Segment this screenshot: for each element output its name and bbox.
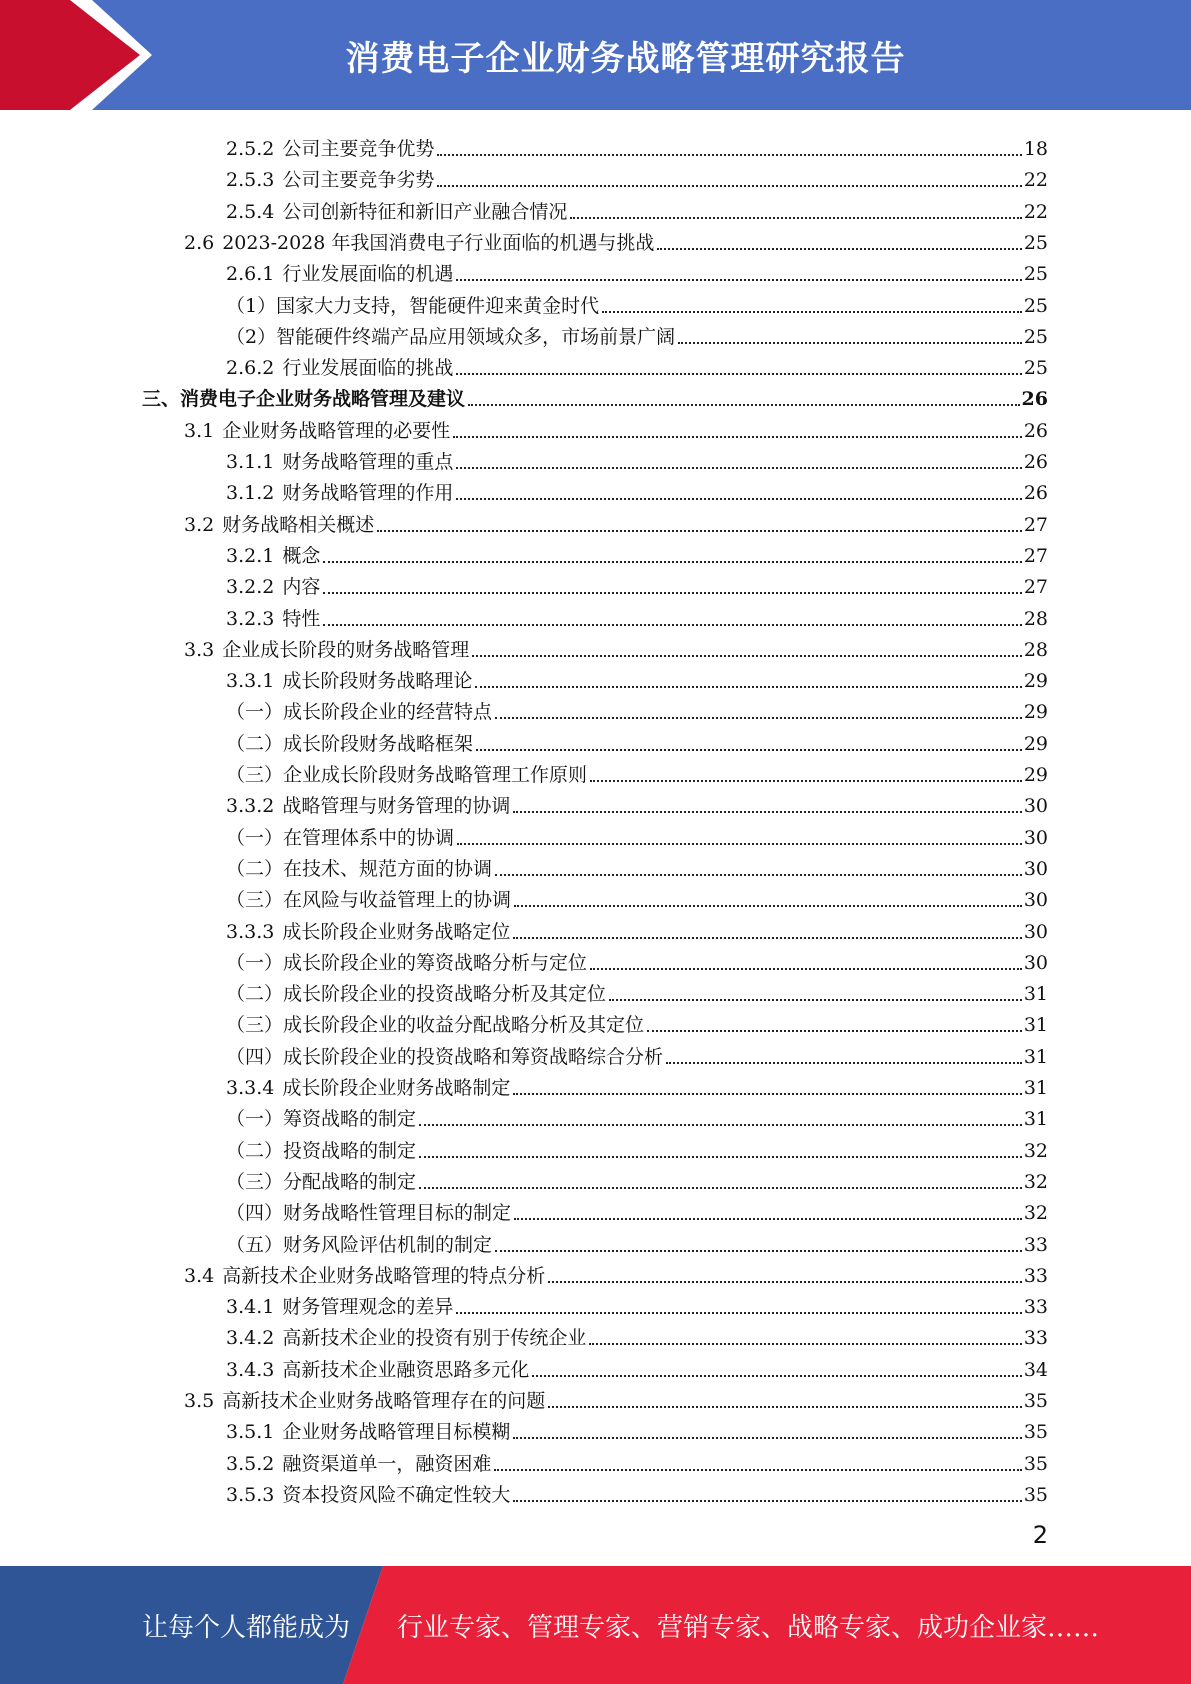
toc-entry[interactable]	[226, 1411, 1048, 1442]
toc-entry-page: 30	[1023, 889, 1048, 912]
toc-entry[interactable]	[226, 848, 1048, 879]
toc-entry-page: 25	[1023, 357, 1048, 380]
toc-dot-leader	[475, 686, 1021, 688]
toc-entry-page: 33	[1023, 1264, 1048, 1287]
toc-dot-leader	[472, 655, 1022, 657]
toc-entry-page: 22	[1023, 200, 1048, 223]
toc-entry-title: （一）成长阶段企业的经营特点	[226, 701, 493, 724]
toc-entry-page: 27	[1023, 544, 1048, 567]
toc-entry-page: 31	[1023, 1108, 1048, 1131]
toc-entry-page: 29	[1023, 764, 1048, 786]
toc-entry-page: 29	[1023, 701, 1048, 724]
toc-entry-title: （2）智能硬件终端产品应用领域众多，市场前景广阔	[226, 325, 676, 348]
toc-entry-page: 28	[1023, 607, 1048, 630]
toc-entry-title: （三）成长阶段企业的收益分配战略分析及其定位	[226, 1014, 645, 1037]
toc-entry[interactable]	[226, 691, 1048, 722]
toc-dot-leader	[647, 1030, 1022, 1032]
toc-dot-leader	[548, 1281, 1022, 1283]
toc-entry-page: 35	[1023, 1390, 1048, 1412]
toc-entry-number: 2.6.1	[226, 263, 275, 286]
toc-entry-label	[226, 1045, 664, 1068]
toc-entry-page: 29	[1023, 732, 1048, 755]
toc-entry-label	[226, 672, 472, 691]
toc-entry-label	[184, 231, 655, 254]
toc-entry-title: 融资渠道单一，融资困难	[282, 1452, 492, 1475]
toc-dot-leader	[456, 1312, 1021, 1314]
toc-dot-leader	[494, 1469, 1021, 1471]
footer-slogan-left: 让每个人都能成为	[142, 1612, 351, 1643]
toc-entry-page: 32	[1023, 1170, 1048, 1193]
toc-entry-page: 26	[1023, 419, 1048, 442]
toc-entry-page: 25	[1023, 231, 1048, 254]
toc-entry-title: 公司主要竞争优势	[282, 138, 435, 160]
toc-entry-label	[226, 985, 606, 1004]
toc-dot-leader	[377, 530, 1022, 532]
toc-dot-leader	[513, 937, 1021, 939]
toc-entry-number: 3.5.1	[226, 1421, 275, 1444]
toc-entry-page: 31	[1023, 1045, 1048, 1068]
toc-entry-label	[226, 171, 434, 190]
toc-dot-leader	[548, 1406, 1022, 1408]
toc-entry-number: 3.4.2	[226, 1327, 275, 1350]
toc-entry[interactable]	[226, 347, 1048, 378]
toc-entry-title: 高新技术企业财务战略管理存在的问题	[222, 1390, 546, 1412]
toc-entry-label	[226, 703, 492, 722]
toc-entry-number: 3.3.4	[226, 1077, 275, 1099]
toc-entry-title: 公司创新特征和新旧产业融合情况	[282, 200, 568, 223]
toc-entry-title: （一）在管理体系中的协调	[226, 826, 455, 849]
toc-entry-page: 33	[1023, 1327, 1048, 1350]
toc-entry-label	[226, 1139, 417, 1162]
toc-entry-title: （三）在风险与收益管理上的协调	[226, 889, 512, 912]
toc-entry[interactable]	[226, 1161, 1048, 1192]
toc-entry[interactable]	[226, 1192, 1048, 1223]
toc-entry[interactable]	[226, 253, 1048, 284]
toc-dot-leader	[590, 780, 1022, 782]
toc-entry-label	[226, 1298, 453, 1317]
toc-entry-label	[184, 513, 375, 536]
toc-entry-title: 企业成长阶段的财务战略管理	[222, 638, 470, 661]
toc-entry-page: 27	[1023, 513, 1048, 536]
toc-entry-number: 2.6	[184, 231, 215, 254]
toc-dot-leader	[437, 185, 1021, 187]
toc-entry-number: 3.4.1	[226, 1296, 275, 1319]
toc-entry-label	[226, 766, 587, 785]
toc-entry-title: （四）财务战略性管理目标的制定	[226, 1202, 512, 1225]
toc-entry-title: （二）成长阶段财务战略框架	[226, 732, 474, 755]
toc-dot-leader	[514, 1218, 1022, 1220]
toc-entry[interactable]	[226, 754, 1048, 785]
toc-entry[interactable]	[226, 1224, 1048, 1255]
toc-entry[interactable]	[226, 1036, 1048, 1067]
toc-dot-leader	[476, 749, 1022, 751]
toc-entry-page: 35	[1023, 1452, 1048, 1475]
toc-dot-leader	[590, 968, 1022, 970]
toc-entry-number: 2.5.4	[226, 200, 275, 223]
toc-entry[interactable]	[226, 285, 1048, 316]
toc-dot-leader	[602, 311, 1022, 313]
toc-entry[interactable]	[226, 316, 1048, 347]
toc-dot-leader	[495, 1250, 1022, 1252]
toc-dot-leader	[495, 717, 1022, 719]
toc-entry-title: 高新技术企业财务战略管理的特点分析	[222, 1264, 546, 1287]
toc-entry-label	[226, 200, 568, 223]
toc-entry-label	[226, 265, 453, 284]
toc-dot-leader	[513, 811, 1021, 813]
toc-entry-page: 34	[1023, 1358, 1048, 1381]
toc-entry-label	[226, 1110, 416, 1129]
toc-entry-title: 公司主要竞争劣势	[282, 169, 435, 192]
toc-dot-leader	[453, 436, 1022, 438]
toc-entry-number: 3.4	[184, 1264, 215, 1287]
toc-entry-number: 3.1	[184, 419, 215, 442]
toc-entry-title: 行业发展面临的挑战	[282, 357, 454, 380]
header-arrow-decoration	[0, 0, 160, 110]
toc-entry-label	[226, 544, 321, 567]
toc-entry-page: 30	[1023, 857, 1048, 880]
toc-entry-page: 26	[1023, 482, 1048, 505]
toc-entry-page: 31	[1023, 1077, 1048, 1099]
toc-entry[interactable]	[142, 378, 1048, 409]
toc-entry-label	[226, 732, 474, 755]
toc-entry-page: 33	[1023, 1296, 1048, 1319]
toc-entry-number: 2.5.3	[226, 169, 275, 192]
toc-entry[interactable]	[226, 879, 1048, 910]
toc-entry-title: 行业发展面临的机遇	[282, 263, 454, 286]
toc-entry-title: 成长阶段财务战略理论	[282, 670, 473, 693]
toc-entry-title: 企业财务战略管理的必要性	[222, 419, 451, 442]
toc-dot-leader	[323, 592, 1021, 594]
toc-entry[interactable]	[226, 1098, 1048, 1129]
toc-entry-title: 高新技术企业的投资有别于传统企业	[282, 1327, 587, 1350]
toc-entry[interactable]	[226, 191, 1048, 222]
toc-entry[interactable]	[184, 410, 1048, 441]
toc-entry-page: 29	[1023, 670, 1048, 693]
toc-entry-page: 25	[1023, 263, 1048, 286]
toc-entry-number: 3.2.3	[226, 607, 275, 630]
toc-dot-leader	[532, 1375, 1021, 1377]
report-title: 消费电子企业财务战略管理研究报告	[345, 38, 906, 79]
toc-entry[interactable]	[226, 1443, 1048, 1474]
toc-dot-leader	[419, 1156, 1022, 1158]
toc-entry[interactable]	[184, 504, 1048, 535]
toc-dot-leader	[514, 905, 1022, 907]
toc-entry-page: 30	[1023, 951, 1048, 974]
toc-entry-number: 3.1.2	[226, 482, 275, 505]
toc-entry-page: 33	[1023, 1233, 1048, 1256]
toc-entry-number: 2.5.2	[226, 138, 275, 160]
toc-entry-label	[226, 294, 600, 317]
toc-dot-leader	[456, 467, 1021, 469]
toc-dot-leader	[456, 498, 1021, 500]
toc-entry-page: 35	[1023, 1421, 1048, 1444]
toc-entry[interactable]	[184, 222, 1048, 253]
toc-dot-leader	[513, 1500, 1021, 1502]
toc-entry-label	[226, 920, 511, 943]
toc-entry[interactable]	[184, 1380, 1048, 1411]
toc-entry-number: 3.2	[184, 513, 215, 536]
page-number: 2	[1032, 1521, 1048, 1549]
toc-entry-title: （三）分配战略的制定	[226, 1170, 417, 1193]
toc-entry-label	[226, 1170, 417, 1193]
toc-entry-title: 三、消费电子企业财务战略管理及建议	[142, 388, 466, 411]
toc-entry-number: 3.5.3	[226, 1483, 275, 1506]
toc-dot-leader	[570, 217, 1021, 219]
toc-entry-label	[184, 638, 470, 661]
toc-entry-number: 3.5	[184, 1390, 215, 1412]
toc-entry[interactable]	[226, 785, 1048, 816]
toc-entry-number: 3.2.1	[226, 544, 275, 567]
toc-entry-title: 财务管理观念的差异	[282, 1296, 454, 1319]
toc-entry[interactable]	[184, 629, 1048, 660]
toc-entry[interactable]	[226, 942, 1048, 973]
toc-entry[interactable]	[226, 441, 1048, 472]
toc-entry-page: 26	[1021, 388, 1048, 411]
toc-entry-label	[226, 1452, 492, 1475]
toc-entry-label	[226, 1079, 510, 1098]
toc-entry-title: （一）成长阶段企业的筹资战略分析与定位	[226, 951, 588, 974]
toc-dot-leader	[513, 1437, 1021, 1439]
toc-entry-page: 32	[1023, 1139, 1048, 1162]
toc-entry[interactable]	[226, 723, 1048, 754]
toc-entry[interactable]	[226, 472, 1048, 503]
toc-entry[interactable]	[226, 1067, 1048, 1098]
toc-entry-title: 财务战略相关概述	[222, 513, 375, 536]
footer-slogan-right: 行业专家、管理专家、营销专家、战略专家、成功企业家……	[397, 1612, 1100, 1643]
toc-entry-label	[226, 1329, 586, 1348]
toc-entry[interactable]	[226, 159, 1048, 190]
toc-entry-label	[184, 1264, 546, 1287]
toc-entry-number: 3.3.1	[226, 670, 275, 693]
toc-entry-label	[226, 453, 453, 472]
toc-entry-page: 32	[1023, 1202, 1048, 1225]
toc-entry-title: （二）在技术、规范方面的协调	[226, 857, 493, 880]
toc-dot-leader	[457, 843, 1022, 845]
toc-entry-title: 企业财务战略管理目标模糊	[282, 1421, 511, 1444]
toc-entry-page: 25	[1023, 325, 1048, 348]
toc-entry-label	[226, 1423, 510, 1442]
toc-entry[interactable]	[226, 1004, 1048, 1035]
toc-entry-number: 3.1.1	[226, 451, 275, 473]
toc-entry-title: （三）企业成长阶段财务战略管理工作原则	[226, 764, 588, 786]
toc-entry-label	[226, 325, 676, 348]
toc-entry[interactable]	[184, 1255, 1048, 1286]
toc-entry[interactable]	[226, 1130, 1048, 1161]
toc-dot-leader	[513, 1093, 1021, 1095]
toc-dot-leader	[468, 404, 1020, 406]
toc-entry-title: （二）成长阶段企业的投资战略分析及其定位	[226, 983, 607, 1006]
toc-dot-leader	[495, 874, 1022, 876]
toc-entry[interactable]	[226, 973, 1048, 1004]
toc-entry-page: 22	[1023, 169, 1048, 192]
toc-entry-label	[226, 359, 453, 378]
toc-dot-leader	[323, 624, 1021, 626]
toc-entry-label	[226, 826, 455, 849]
toc-dot-leader	[419, 1124, 1022, 1126]
toc-dot-leader	[419, 1187, 1022, 1189]
toc-entry-title: （一）筹资战略的制定	[226, 1108, 417, 1131]
toc-entry-title: （二）投资战略的制定	[226, 1139, 417, 1162]
toc-entry-number: 3.3.2	[226, 795, 275, 818]
toc-entry[interactable]	[226, 1317, 1048, 1348]
toc-entry-page: 25	[1023, 294, 1048, 317]
toc-entry[interactable]	[226, 1286, 1048, 1317]
toc-entry-label	[226, 1016, 644, 1035]
toc-entry-label	[226, 857, 493, 880]
toc-entry-title: 特性	[282, 607, 321, 630]
toc-entry[interactable]	[226, 598, 1048, 629]
toc-entry-label	[226, 1233, 493, 1256]
toc-entry-page: 26	[1023, 451, 1048, 473]
toc-entry-label	[184, 419, 451, 442]
toc-entry[interactable]	[226, 128, 1048, 159]
toc-entry-title: 2023-2028 年我国消费电子行业面临的机遇与挑战	[222, 231, 655, 254]
toc-entry-title: 财务战略管理的重点	[282, 451, 454, 473]
toc-entry-label	[142, 390, 465, 409]
toc-entry-page: 30	[1023, 795, 1048, 818]
toc-dot-leader	[456, 373, 1021, 375]
toc-entry-page: 27	[1023, 576, 1048, 599]
toc-dot-leader	[666, 1062, 1022, 1064]
toc-entry-page: 31	[1023, 983, 1048, 1006]
toc-entry-title: （1）国家大力支持，智能硬件迎来黄金时代	[226, 294, 600, 317]
toc-entry-page: 18	[1023, 138, 1048, 160]
toc-entry-label	[226, 951, 588, 974]
toc-entry[interactable]	[226, 911, 1048, 942]
toc-entry-title: （四）成长阶段企业的投资战略和筹资战略综合分析	[226, 1045, 664, 1068]
toc-entry-number: 3.3	[184, 638, 215, 661]
toc-entry-label	[226, 578, 320, 597]
toc-entry-title: 成长阶段企业财务战略制定	[282, 1077, 511, 1099]
toc-entry[interactable]	[226, 566, 1048, 597]
toc-dot-leader	[657, 248, 1021, 250]
toc-entry-title: 内容	[282, 576, 321, 599]
toc-entry-page: 30	[1023, 920, 1048, 943]
toc-entry[interactable]	[226, 535, 1048, 566]
toc-entry-title: 概念	[282, 544, 321, 567]
toc-dot-leader	[437, 154, 1021, 156]
toc-entry[interactable]	[226, 1349, 1048, 1380]
toc-entry-label	[226, 140, 434, 159]
toc-entry-label	[226, 607, 321, 630]
toc-dot-leader	[678, 342, 1022, 344]
toc-entry[interactable]	[226, 660, 1048, 691]
toc-entry-page: 30	[1023, 826, 1048, 849]
toc-entry-label	[184, 1392, 545, 1411]
toc-entry-label	[226, 484, 453, 503]
toc-entry-label	[226, 891, 511, 910]
toc-entry-number: 3.2.2	[226, 576, 275, 599]
toc-entry-title: 财务战略管理的作用	[282, 482, 454, 505]
toc-entry-page: 28	[1023, 638, 1048, 661]
toc-entry-label	[226, 1358, 530, 1381]
page-header	[0, 0, 1191, 110]
toc-entry-number: 3.3.3	[226, 920, 275, 943]
toc-dot-leader	[456, 279, 1021, 281]
toc-entry-number: 3.5.2	[226, 1452, 275, 1475]
toc-dot-leader	[609, 999, 1022, 1001]
toc-entry-title: 战略管理与财务管理的协调	[282, 795, 511, 818]
toc-entry-label	[226, 797, 510, 816]
toc-entry-page: 31	[1023, 1014, 1048, 1037]
toc-entry[interactable]	[226, 817, 1048, 848]
toc-entry-label	[226, 1204, 511, 1223]
toc-entry-number: 2.6.2	[226, 357, 275, 380]
toc-entry-title: （五）财务风险评估机制的制定	[226, 1233, 493, 1256]
toc-dot-leader	[323, 561, 1021, 563]
toc-entry-title: 成长阶段企业财务战略定位	[282, 920, 511, 943]
toc-entry-title: 资本投资风险不确定性较大	[282, 1483, 511, 1506]
toc-entry-title: 高新技术企业融资思路多元化	[282, 1358, 530, 1381]
page-footer	[0, 1566, 1191, 1684]
toc-entry-label	[226, 1483, 511, 1506]
toc-entry-page: 35	[1023, 1483, 1048, 1506]
toc-dot-leader	[589, 1343, 1021, 1345]
toc-entry-number: 3.4.3	[226, 1358, 275, 1381]
toc-entry[interactable]	[226, 1474, 1048, 1505]
